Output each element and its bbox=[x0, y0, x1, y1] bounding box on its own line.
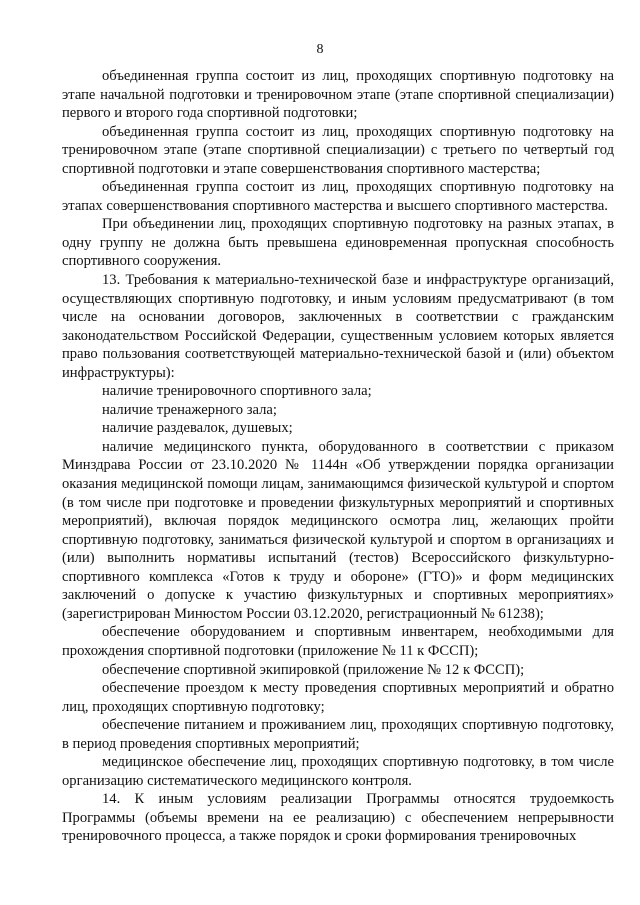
list-item-travel: обеспечение проездом к месту проведения спортивных мероприятий и обратно лиц, проходящих спортивную подготовку; bbox=[62, 680, 614, 715]
paragraph-item-13: 13. Требования к материально-технической базе и инфраструктуре организаций, осуществляющих спортивную подготовку, и иным условиям предусматривают (в том числе на основании договоров, заключенных в соответствии с гражданским законодательством Российской Федерации, существенным условием которых является право пользования соответствующей материально-технической базой и (или) объектом инфраструктуры): bbox=[62, 272, 614, 381]
list-item-food-lodging: обеспечение питанием и проживанием лиц, проходящих спортивную подготовку, в период проведения спортивных мероприятий; bbox=[62, 717, 614, 752]
list-item-equipment: обеспечение оборудованием и спортивным инвентарем, необходимыми для прохождения спортивной подготовки (приложение № 11 к ФССП); bbox=[62, 624, 614, 659]
list-item-gym: наличие тренажерного зала; bbox=[102, 401, 277, 418]
body-text bbox=[62, 67, 614, 846]
paragraph-group-mastery-stage: объединенная группа состоит из лиц, проходящих спортивную подготовку на этапах совершенствования спортивного мастерства и высшего спортивного мастерства. bbox=[62, 179, 614, 214]
page-number: 8 bbox=[316, 42, 324, 57]
paragraph-group-initial-stage: объединенная группа состоит из лиц, проходящих спортивную подготовку на этапе начальной подготовки и тренировочном этапе (этапе спортивной специализации) первого и второго года спортивной подготовки; bbox=[62, 68, 614, 122]
list-item-medical-support: медицинское обеспечение лиц, проходящих спортивную подготовку, в том числе организацию систематического медицинского контроля. bbox=[62, 754, 614, 789]
list-item-sports-gear: обеспечение спортивной экипировкой (приложение № 12 к ФССП); bbox=[102, 661, 525, 678]
list-item-medical-point: наличие медицинского пункта, оборудованного в соответствии с приказом Минздрава России от 23.10.2020 № 1144н «Об утверждении порядка организации оказания медицинской помощи лицам, занимающимся физической культурой и спортом (в том числе при подготовке и проведении физкультурных мероприятий и спортивных мероприятий), включая порядок медицинского осмотра лиц, желающих пройти спортивную подготовку, заниматься физической культурой и спортом в организациях и (или) выполнить нормативы испытаний (тестов) Всероссийского физкультурно-спортивного комплекса «Готов к труду и обороне» (ГТО)» и форм медицинских заключений о допуске к участию физкультурных и спортивных мероприятиях» (зарегистрирован Минюстом России 03.12.2020, регистрационный № 61238); bbox=[62, 438, 614, 622]
list-item-training-hall: наличие тренировочного спортивного зала; bbox=[102, 383, 372, 400]
paragraph-item-14: 14. К иным условиям реализации Программы относятся трудоемкость Программы (объемы времени на ее реализацию) с обеспечением непрерывности тренировочного процесса, а также порядок и сроки формирования тренировочных bbox=[62, 791, 614, 845]
paragraph-group-training-stage: объединенная группа состоит из лиц, проходящих спортивную подготовку на тренировочном этапе (этапе спортивной специализации) с третьего по четвертый год спортивной подготовки и этапе совершенствования спортивного мастерства; bbox=[62, 123, 614, 177]
list-item-locker-rooms: наличие раздевалок, душевых; bbox=[102, 420, 293, 437]
paragraph-group-capacity: При объединении лиц, проходящих спортивную подготовку на разных этапах, в одну группу не должна быть превышена единовременная пропускная способность спортивного сооружения. bbox=[62, 216, 614, 270]
